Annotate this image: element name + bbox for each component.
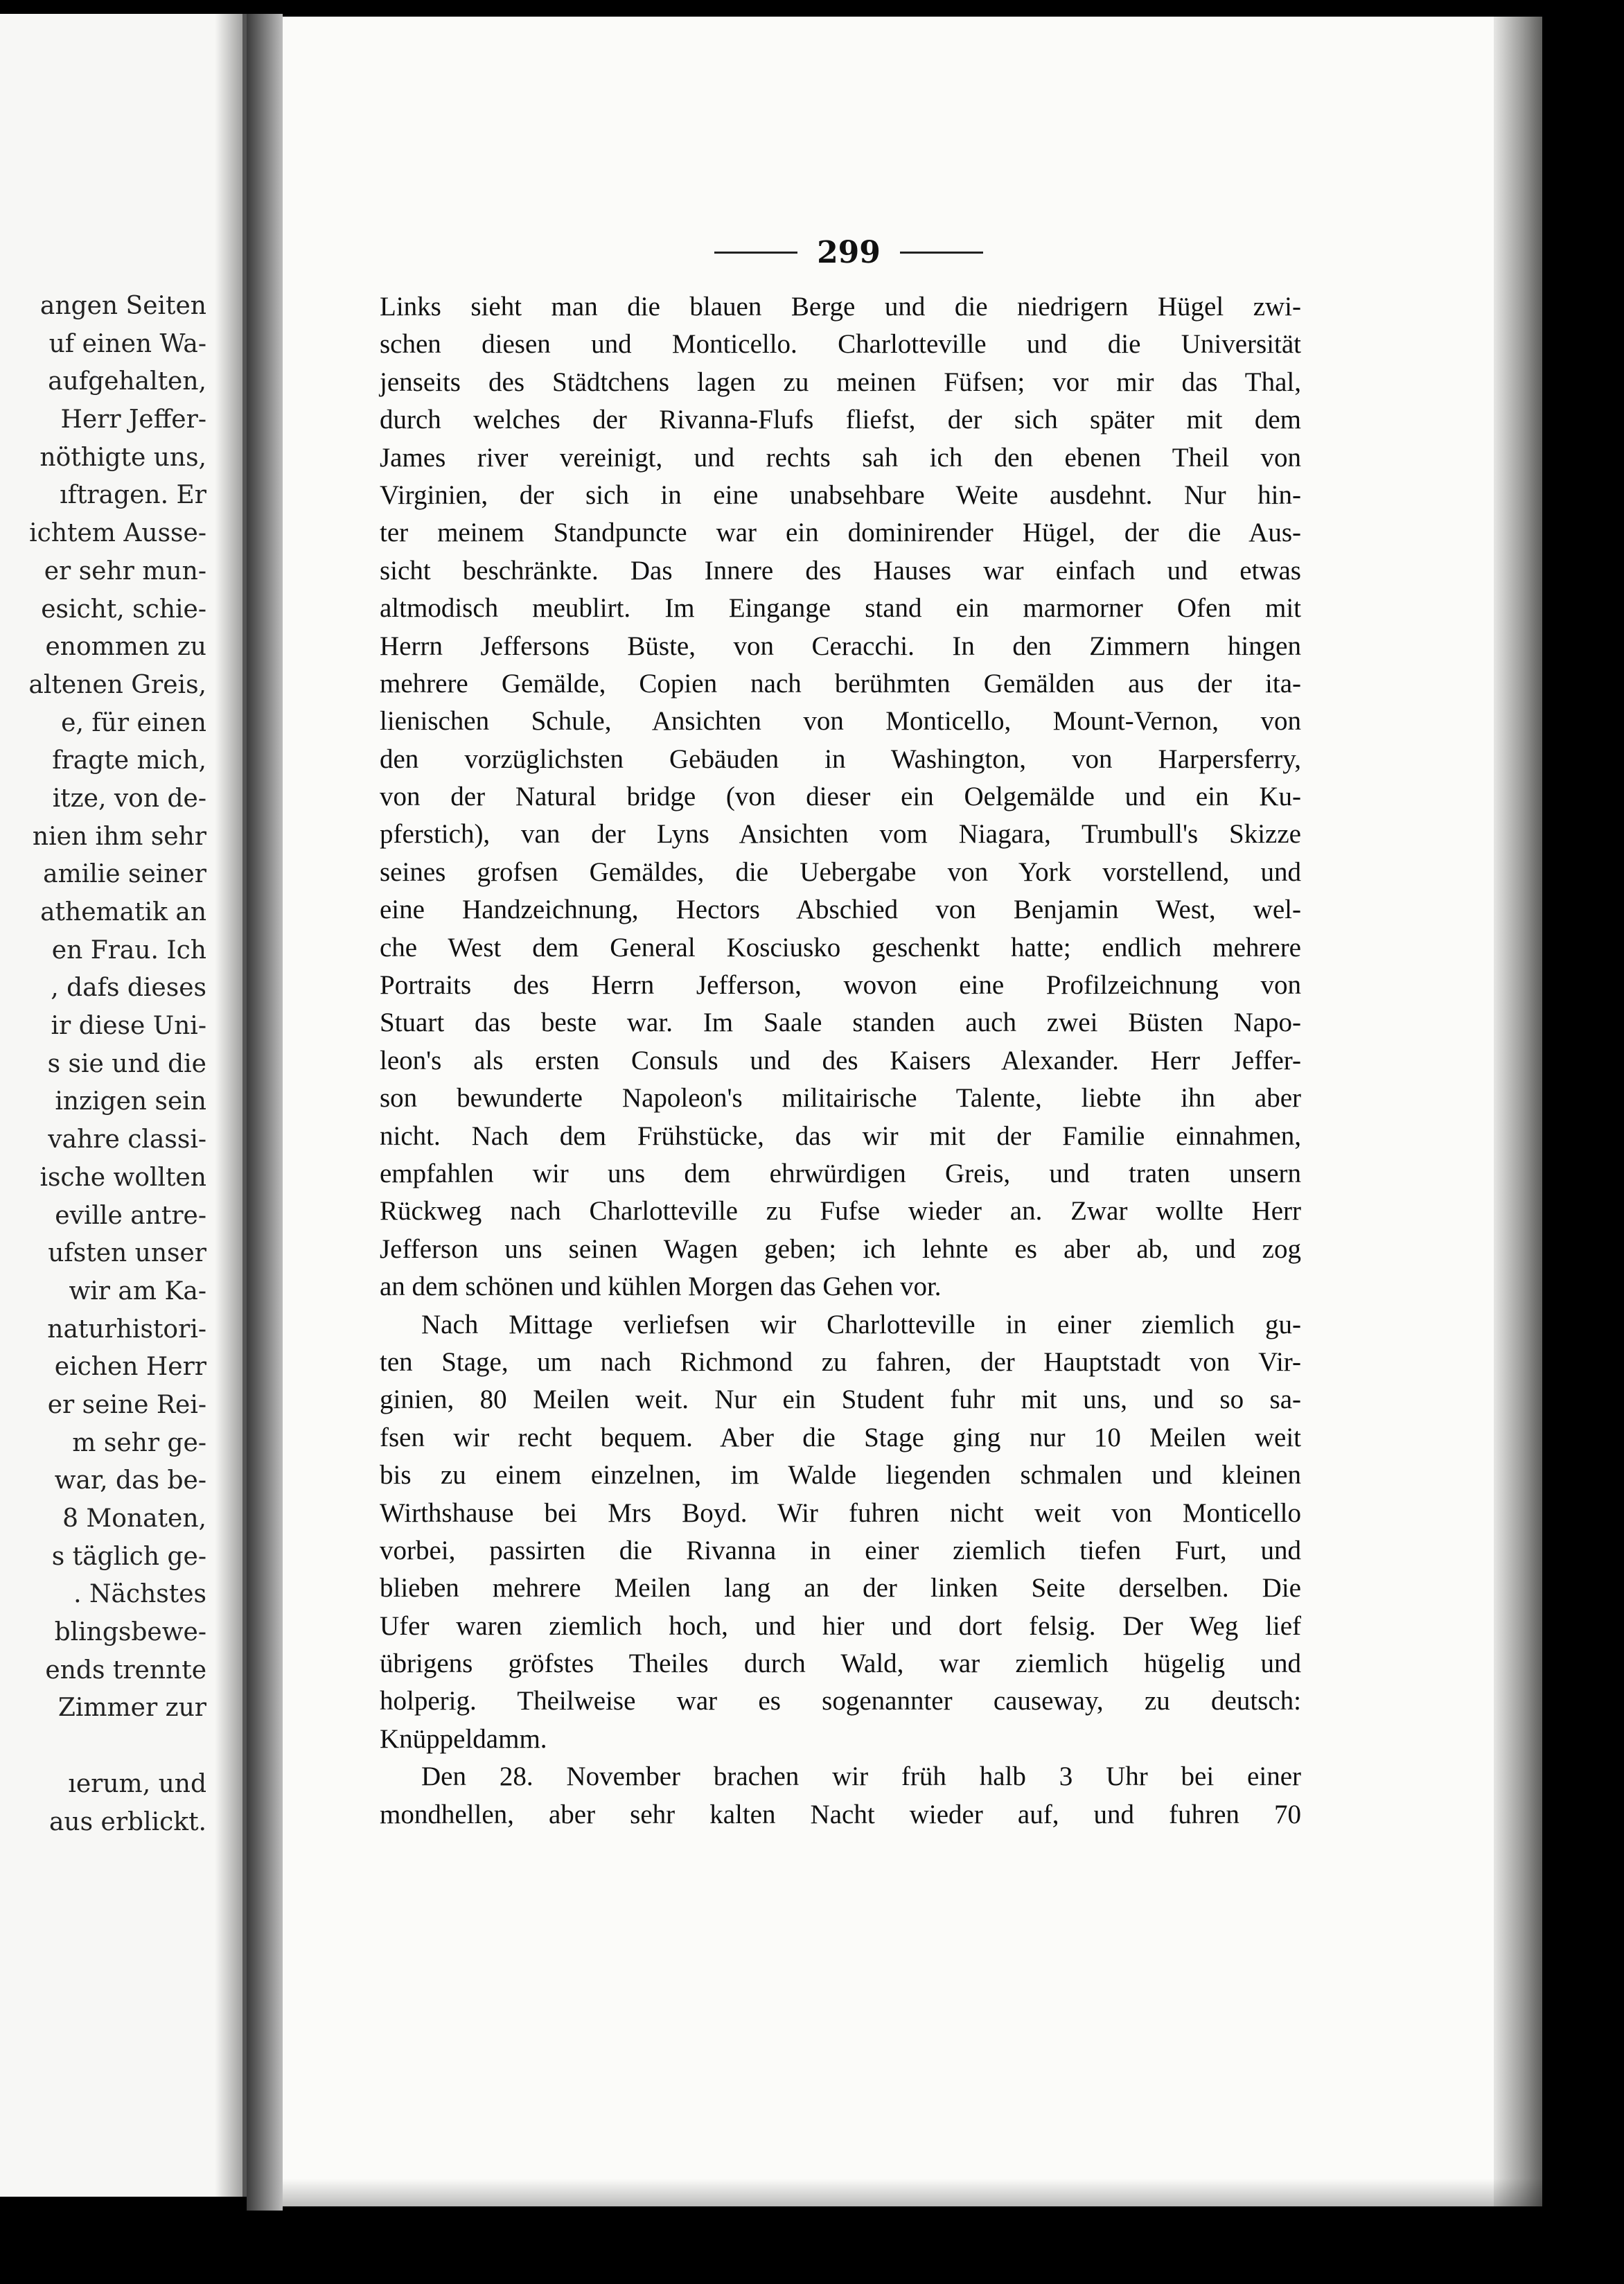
left-line: ichtem Ausse- (29, 519, 206, 548)
body-line: holperig. Theilweise war es sogenannter causeway, zu deutsch: (380, 1686, 1301, 1716)
body-line: Jefferson uns seinen Wagen geben; ich lehnte es aber ab, und zog (380, 1233, 1301, 1264)
page-bottom-shadow (283, 2179, 1542, 2206)
body-line: Rückweg nach Charlotteville zu Fufse wieder an. Zwar wollte Herr (380, 1196, 1301, 1227)
left-line: nien ihm sehr (32, 822, 206, 851)
body-line: Ufer waren ziemlich hoch, und hier und dort felsig. Der Weg lief (380, 1610, 1301, 1641)
left-line: inzigen sein (55, 1087, 206, 1116)
right-page (283, 17, 1542, 2206)
body-line: empfahlen wir uns dem ehrwürdigen Greis, und traten unsern (380, 1158, 1301, 1188)
left-line: ıftragen. Er (60, 481, 206, 510)
left-line: eichen Herr (54, 1353, 206, 1382)
left-line: s täglich ge- (51, 1542, 206, 1571)
left-line: athematik an (40, 898, 206, 926)
left-line: angen Seiten (39, 292, 206, 320)
header-rule-left (714, 252, 797, 254)
left-line: vahre classi- (48, 1125, 206, 1154)
left-line: esicht, schie- (41, 595, 206, 624)
body-line: mehrere Gemälde, Copien nach berühmten Gemälden aus der ita- (380, 668, 1301, 699)
body-line: Den 28. November brachen wir früh halb 3 Uhr bei einer (421, 1762, 1301, 1792)
left-line: ufsten unser (48, 1239, 206, 1268)
left-line: ıerum, und (68, 1769, 206, 1798)
body-line: an dem schönen und kühlen Morgen das Gehen vor. (380, 1272, 942, 1302)
left-line: fragte mich, (52, 746, 206, 775)
body-line: eine Handzeichnung, Hectors Abschied von Benjamin West, wel- (380, 895, 1301, 925)
body-line: Nach Mittage verliefsen wir Charlotteville in einer ziemlich gu- (421, 1309, 1301, 1339)
book-gutter (247, 14, 283, 2211)
page-edge-stack (1494, 17, 1542, 2206)
body-line: mondhellen, aber sehr kalten Nacht wieder auf, und fuhren 70 (380, 1799, 1301, 1829)
left-line: en Frau. Ich (51, 935, 206, 965)
body-line: übrigens gröfstes Theiles durch Wald, war ziemlich hügelig und (380, 1649, 1301, 1679)
left-line: nöthigte uns, (39, 443, 206, 472)
body-line: nicht. Nach dem Frühstücke, das wir mit der Familie einnahmen, (380, 1121, 1301, 1151)
left-line: 8 Monaten, (62, 1504, 206, 1533)
left-line: amilie seiner (43, 860, 206, 889)
body-line: ter meinem Standpuncte war ein dominirender Hügel, der die Aus- (380, 518, 1301, 548)
body-line: jenseits des Städtchens lagen zu meinen Füfsen; vor mir das Thal, (380, 367, 1301, 397)
left-line: Herr Jeffer- (60, 405, 206, 434)
left-line: Zimmer zur (58, 1694, 206, 1723)
body-line: altmodisch meublirt. Im Eingange stand ein marmorner Ofen mit (380, 593, 1301, 624)
left-line: ir diese Uni- (51, 1012, 206, 1041)
left-line: aufgehalten, (48, 367, 206, 396)
body-line: den vorzüglichsten Gebäuden in Washington, von Harpersferry, (380, 744, 1301, 774)
body-line: James river vereinigt, und rechts sah ich den ebenen Theil von (380, 442, 1301, 473)
body-line: che West dem General Kosciusko geschenkt hatte; endlich mehrere (380, 932, 1301, 963)
body-line: sicht beschränkte. Das Innere des Hauses war einfach und etwas (380, 555, 1301, 586)
left-page-text (0, 288, 206, 1841)
left-line: naturhistori- (47, 1315, 206, 1344)
left-line: eville antre- (55, 1201, 206, 1230)
body-line: seines grofsen Gemäldes, die Uebergabe von York vorstellend, und (380, 856, 1301, 887)
left-line: itze, von de- (52, 784, 206, 813)
page-number: 299 (817, 234, 881, 270)
body-line: Stuart das beste war. Im Saale standen auch zwei Büsten Napo- (380, 1008, 1301, 1038)
left-line: m sehr ge- (72, 1428, 206, 1457)
body-line: Wirthshause bei Mrs Boyd. Wir fuhren nicht weit von Monticello (380, 1497, 1301, 1528)
body-line: Herrn Jeffersons Büste, von Ceracchi. In den Zimmern hingen (380, 631, 1301, 661)
body-line: schen diesen und Monticello. Charlotteville und die Universität (380, 329, 1301, 360)
left-line-gap (0, 1728, 206, 1766)
left-line: aus erblickt. (48, 1807, 206, 1836)
left-line: . Nächstes (73, 1580, 206, 1609)
body-line: Links sieht man die blauen Berge und die niedrigern Hügel zwi- (380, 292, 1301, 322)
left-line: er seine Rei- (47, 1390, 206, 1419)
left-line: altenen Greis, (28, 670, 206, 699)
body-line: durch welches der Rivanna-Flufs fliefst, der sich später mit dem (380, 405, 1301, 435)
body-line: ginien, 80 Meilen weit. Nur ein Student fuhr mit uns, und so sa- (380, 1385, 1301, 1415)
body-line: Portraits des Herrn Jefferson, wovon eine Profilzeichnung von (380, 970, 1301, 1001)
body-line: fsen wir recht bequem. Aber die Stage ging nur 10 Meilen weit (380, 1422, 1301, 1452)
body-line: pferstich), van der Lyns Ansichten vom Niagara, Trumbull's Skizze (380, 819, 1301, 850)
body-line: ten Stage, um nach Richmond zu fahren, der Hauptstadt von Vir- (380, 1346, 1301, 1377)
left-line: blingsbewe- (54, 1618, 206, 1647)
left-line: e, für einen (61, 708, 206, 737)
left-facing-page (0, 14, 247, 2197)
page-body-text (380, 288, 1301, 1834)
left-page-shadow (215, 14, 242, 2197)
body-line: leon's als ersten Consuls und des Kaisers Alexander. Herr Jeffer- (380, 1045, 1301, 1075)
left-line: uf einen Wa- (48, 329, 206, 358)
body-line: von der Natural bridge (von dieser ein Oelgemälde und ein Ku- (380, 782, 1301, 812)
body-line: lienischen Schule, Ansichten von Monticello, Mount-Vernon, von (380, 706, 1301, 737)
body-line: Virginien, der sich in eine unabsehbare Weite ausdehnt. Nur hin- (380, 480, 1301, 510)
body-line: bis zu einem einzelnen, im Walde liegenden schmalen und kleinen (380, 1460, 1301, 1491)
left-line: wir am Ka- (69, 1276, 206, 1306)
header-rule-right (900, 252, 983, 254)
left-line: enommen zu (45, 633, 206, 662)
left-line: er sehr mun- (44, 556, 206, 586)
body-line: Knüppeldamm. (380, 1723, 547, 1754)
left-line: s sie und die (47, 1049, 206, 1078)
body-line: son bewunderte Napoleon's militairische Talente, liebte ihn aber (380, 1083, 1301, 1114)
left-line: ische wollten (39, 1163, 206, 1192)
page-header (693, 225, 1005, 280)
left-line: war, das be- (54, 1466, 206, 1495)
body-line: vorbei, passirten die Rivanna in einer ziemlich tiefen Furt, und (380, 1535, 1301, 1565)
left-line: ends trennte (45, 1655, 206, 1685)
body-line: blieben mehrere Meilen lang an der linken Seite derselben. Die (380, 1573, 1301, 1604)
left-line: , dafs dieses (51, 974, 206, 1003)
